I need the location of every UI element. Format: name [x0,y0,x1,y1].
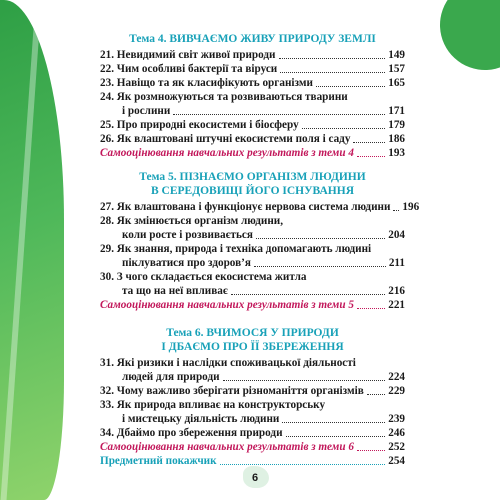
toc-entry-21[interactable]: 21. Невидимий світ живої природи 149 [100,49,405,61]
toc-entry-22[interactable]: 22. Чим особливі бактерії та віруси 157 [100,63,405,75]
toc-subject-index[interactable]: Предметний покажчик 254 [100,455,405,467]
toc-entry-26[interactable]: 26. Як влаштовані штучні екосистеми поля і саду 186 [100,133,405,145]
toc-entry-34[interactable]: 34. Дбаймо про збереження природи 246 [100,427,405,439]
toc-entry-31[interactable]: 31. Які ризики і наслідки споживацької діяльності людей для природи 224 [100,357,405,383]
toc-entry-24[interactable]: 24. Як розмножуються та розвиваються тварини і рослини 171 [100,91,405,117]
toc-entry-27[interactable]: 27. Як влаштована і функціонує нервова система людини 196 [100,201,420,213]
toc-entry-29[interactable]: 29. Як знання, природа і техніка допомагають людині піклуватися про здоров’я 211 [100,243,405,269]
page-number: 6 [252,472,259,484]
toc-entry-32[interactable]: 32. Чому важливо зберігати різноманіття організмів 229 [100,385,405,397]
section-title-theme-6: Тема 6. ВЧИМОСЯ У ПРИРОДИ І ДБАЄМО ПРО ЇЇ ЗБЕРЕЖЕННЯ [161,327,344,353]
toc-selfcheck-theme-6[interactable]: Самооцінювання навчальних результатів з теми 6 252 [100,441,405,453]
toc-selfcheck-theme-5[interactable]: Самооцінювання навчальних результатів з теми 5 221 [100,299,405,311]
toc-entry-33[interactable]: 33. Як природа впливає на конструкторську і мистецьку діяльність людини 239 [100,399,405,425]
toc-selfcheck-theme-4[interactable]: Самооцінювання навчальних результатів з теми 4 193 [100,147,405,159]
toc-entry-25[interactable]: 25. Про природні екосистеми і біосферу 179 [100,119,405,131]
section-title-theme-5: Тема 5. ПІЗНАЄМО ОРГАНІЗМ ЛЮДИНИ В СЕРЕДОВИЩІ ЙОГО ІСНУВАННЯ [139,171,366,197]
table-of-contents [100,32,420,467]
decorative-leaf-right [427,0,500,83]
toc-entry-23[interactable]: 23. Навіщо та як класифікують організми 165 [100,77,405,89]
section-title-theme-4: Тема 4. ВИВЧАЄМО ЖИВУ ПРИРОДУ ЗЕМЛІ [129,33,376,45]
toc-entry-30[interactable]: 30. З чого складається екосистема житла та що на неї впливає 216 [100,271,405,297]
toc-entry-28[interactable]: 28. Як змінюється організм людини, коли росте і розвивається 204 [100,215,405,241]
decorative-leaf-left [0,0,64,500]
